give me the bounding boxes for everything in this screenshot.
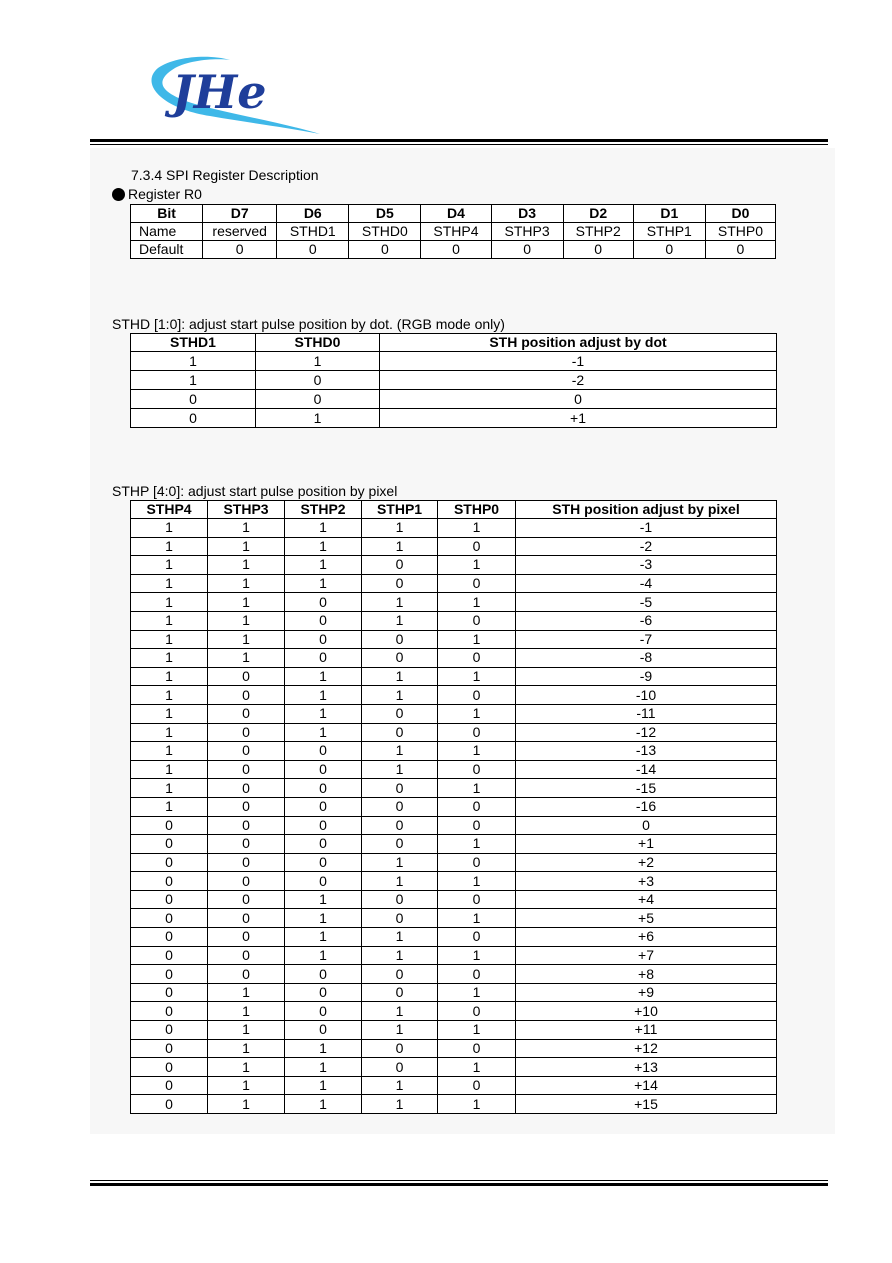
table-row	[131, 909, 777, 928]
table-cell: 1	[438, 667, 516, 686]
table-cell: 1	[438, 983, 516, 1002]
table-cell: 0	[438, 611, 516, 630]
table-cell: 0	[285, 649, 362, 668]
table-cell: 1	[208, 611, 285, 630]
table-row	[131, 816, 777, 835]
table-cell: +4	[516, 890, 777, 909]
table-cell: 1	[285, 519, 362, 538]
table-cell: 0	[421, 241, 491, 259]
table-cell: +9	[516, 983, 777, 1002]
table-cell: 0	[131, 390, 256, 409]
table-cell: 0	[131, 835, 208, 854]
header-cell: STHD1	[131, 334, 256, 352]
table-cell: 1	[131, 611, 208, 630]
table-cell: 0	[438, 1076, 516, 1095]
table-cell: 0	[208, 872, 285, 891]
table-cell: 0	[208, 835, 285, 854]
table-cell: Default	[131, 241, 203, 259]
table-cell: 1	[285, 686, 362, 705]
table-cell: 0	[131, 965, 208, 984]
table-row	[131, 1002, 777, 1021]
table-cell: +1	[516, 835, 777, 854]
table-cell: +10	[516, 1002, 777, 1021]
table-cell: 0	[285, 853, 362, 872]
header-cell: D5	[349, 205, 421, 223]
table-cell: -3	[516, 556, 777, 575]
table-cell: 0	[285, 872, 362, 891]
table-row	[131, 1058, 777, 1077]
table-cell: +3	[516, 872, 777, 891]
table-cell: 0	[285, 779, 362, 798]
table-cell: 0	[131, 1058, 208, 1077]
header-cell: STH position adjust by dot	[380, 334, 777, 352]
table-header-row	[131, 205, 776, 223]
table-cell: 0	[208, 742, 285, 761]
header-cell: STHP1	[362, 501, 438, 519]
table-cell: 1	[256, 352, 380, 371]
table-cell: 0	[362, 574, 438, 593]
table-row	[131, 667, 777, 686]
table-cell: 0	[362, 649, 438, 668]
table-cell: 1	[208, 1058, 285, 1077]
table-cell: -2	[380, 371, 777, 390]
table-cell: 0	[438, 1039, 516, 1058]
table-cell: 1	[131, 371, 256, 390]
table-cell: 1	[438, 1021, 516, 1040]
table-cell: 1	[438, 909, 516, 928]
table-cell: 0	[516, 816, 777, 835]
header-cell: Bit	[131, 205, 203, 223]
table-cell: 0	[208, 760, 285, 779]
table-cell: 0	[285, 1002, 362, 1021]
table-cell: 1	[362, 928, 438, 947]
table-cell: 0	[208, 686, 285, 705]
table-row	[131, 409, 777, 428]
table-cell: 1	[131, 537, 208, 556]
table-cell: -16	[516, 797, 777, 816]
table-cell: +14	[516, 1076, 777, 1095]
table-row	[131, 872, 777, 891]
table-cell: 1	[438, 742, 516, 761]
table-cell: reserved	[203, 223, 277, 241]
table-cell: 1	[285, 890, 362, 909]
table-cell: -12	[516, 723, 777, 742]
table-cell: 1	[362, 1002, 438, 1021]
table-cell: +13	[516, 1058, 777, 1077]
table-row	[131, 241, 776, 259]
table-cell: 1	[362, 872, 438, 891]
table-cell: -1	[380, 352, 777, 371]
header-cell: D2	[563, 205, 633, 223]
table-cell: 1	[285, 537, 362, 556]
table-cell: +6	[516, 928, 777, 947]
table-cell: 1	[208, 519, 285, 538]
table-cell: 1	[438, 556, 516, 575]
table-cell: -6	[516, 611, 777, 630]
table-cell: STHP1	[633, 223, 705, 241]
table-row	[131, 760, 777, 779]
table-cell: 1	[208, 593, 285, 612]
table-cell: 1	[362, 519, 438, 538]
table-cell: +8	[516, 965, 777, 984]
table-cell: 0	[349, 241, 421, 259]
register-heading	[112, 186, 202, 202]
table-row	[131, 686, 777, 705]
header-cell: STHP4	[131, 501, 208, 519]
table-cell: 0	[362, 890, 438, 909]
table-cell: STHP0	[705, 223, 775, 241]
table-cell: 0	[131, 909, 208, 928]
table-row	[131, 983, 777, 1002]
table-cell: 1	[438, 779, 516, 798]
table-row	[131, 797, 777, 816]
table-cell: -15	[516, 779, 777, 798]
table-cell: 1	[208, 1002, 285, 1021]
table-cell: 0	[438, 686, 516, 705]
table-row	[131, 352, 777, 371]
table-cell: 0	[362, 704, 438, 723]
sthp-description: STHP [4:0]: adjust start pulse position by pixel	[112, 483, 398, 499]
table-cell: -2	[516, 537, 777, 556]
table-cell: 0	[285, 797, 362, 816]
table-cell: 0	[208, 723, 285, 742]
table-cell: 1	[438, 1058, 516, 1077]
table-cell: 0	[362, 797, 438, 816]
table-cell: 1	[208, 1039, 285, 1058]
company-logo	[140, 38, 340, 138]
table-row	[131, 723, 777, 742]
table-cell: 0	[208, 890, 285, 909]
header-cell: D4	[421, 205, 491, 223]
table-row	[131, 742, 777, 761]
table-row	[131, 556, 777, 575]
table-cell: +11	[516, 1021, 777, 1040]
table-cell: +12	[516, 1039, 777, 1058]
table-cell: 1	[208, 574, 285, 593]
table-cell: 0	[208, 928, 285, 947]
header-cell: D0	[705, 205, 775, 223]
table-row	[131, 593, 777, 612]
table-cell: 0	[362, 630, 438, 649]
table-cell: 1	[362, 742, 438, 761]
table-cell: 0	[362, 723, 438, 742]
table-cell: 1	[438, 519, 516, 538]
table-cell: 1	[362, 853, 438, 872]
table-row	[131, 946, 777, 965]
table-cell: 0	[131, 1039, 208, 1058]
table-cell: 0	[438, 797, 516, 816]
header-cell: D7	[203, 205, 277, 223]
table-cell: 1	[438, 946, 516, 965]
table-cell: 1	[131, 686, 208, 705]
table-row	[131, 1021, 777, 1040]
table-cell: 1	[285, 667, 362, 686]
table-cell: 0	[285, 611, 362, 630]
sthd-description: STHD [1:0]: adjust start pulse position by dot. (RGB mode only)	[112, 316, 505, 332]
table-cell: 1	[131, 593, 208, 612]
table-cell: 0	[256, 371, 380, 390]
table-cell: 0	[208, 704, 285, 723]
table-cell: 1	[362, 667, 438, 686]
table-cell: 0	[438, 574, 516, 593]
table-cell: 1	[131, 797, 208, 816]
table-cell: 0	[131, 409, 256, 428]
table-cell: 1	[208, 556, 285, 575]
table-cell: -9	[516, 667, 777, 686]
table-cell: 0	[438, 853, 516, 872]
sthp-table	[130, 500, 777, 1114]
table-cell: 1	[208, 1021, 285, 1040]
table-cell: 0	[362, 1039, 438, 1058]
table-cell: 0	[285, 983, 362, 1002]
table-cell: 0	[131, 816, 208, 835]
table-cell: STHP3	[491, 223, 563, 241]
table-cell: 0	[362, 816, 438, 835]
table-cell: 0	[208, 853, 285, 872]
table-cell: 0	[438, 649, 516, 668]
table-cell: 1	[131, 760, 208, 779]
table-cell: 0	[438, 928, 516, 947]
table-cell: 1	[131, 667, 208, 686]
table-cell: 0	[362, 965, 438, 984]
register-heading-text: Register R0	[128, 186, 202, 202]
table-cell: 0	[438, 890, 516, 909]
table-row	[131, 223, 776, 241]
table-cell: +2	[516, 853, 777, 872]
table-row	[131, 779, 777, 798]
register-r0-table	[130, 204, 776, 259]
table-row	[131, 537, 777, 556]
header-cell: STH position adjust by pixel	[516, 501, 777, 519]
table-row	[131, 519, 777, 538]
table-cell: 1	[256, 409, 380, 428]
table-cell: 0	[362, 835, 438, 854]
table-row	[131, 390, 777, 409]
footer-rule	[90, 1183, 828, 1186]
table-cell: 0	[285, 965, 362, 984]
table-header-row	[131, 501, 777, 519]
header-cell: STHP0	[438, 501, 516, 519]
logo-graphic	[140, 38, 340, 138]
table-cell: 1	[285, 723, 362, 742]
table-cell: 0	[203, 241, 277, 259]
table-cell: 0	[491, 241, 563, 259]
sthd-table	[130, 333, 777, 428]
table-cell: 1	[362, 537, 438, 556]
table-row	[131, 611, 777, 630]
table-cell: 1	[285, 1039, 362, 1058]
table-cell: 1	[438, 1095, 516, 1114]
table-row	[131, 1095, 777, 1114]
table-cell: 0	[438, 816, 516, 835]
table-cell: 0	[285, 742, 362, 761]
table-cell: 1	[438, 630, 516, 649]
table-cell: 0	[362, 1058, 438, 1077]
table-cell: -10	[516, 686, 777, 705]
header-cell: STHP3	[208, 501, 285, 519]
table-cell: 0	[208, 797, 285, 816]
header-rule	[90, 139, 828, 142]
table-cell: 1	[362, 611, 438, 630]
table-cell: 1	[438, 593, 516, 612]
table-cell: 0	[362, 556, 438, 575]
table-cell: 1	[208, 983, 285, 1002]
table-cell: -7	[516, 630, 777, 649]
table-cell: 0	[131, 983, 208, 1002]
table-cell: 1	[362, 760, 438, 779]
table-cell: 1	[208, 649, 285, 668]
table-cell: 0	[285, 1021, 362, 1040]
table-cell: -4	[516, 574, 777, 593]
table-cell: 1	[285, 1058, 362, 1077]
table-cell: 0	[131, 872, 208, 891]
table-cell: +5	[516, 909, 777, 928]
table-cell: 0	[131, 928, 208, 947]
table-cell: 1	[208, 630, 285, 649]
table-cell: 1	[362, 1095, 438, 1114]
table-cell: 0	[131, 1021, 208, 1040]
table-cell: 0	[208, 965, 285, 984]
table-cell: 1	[285, 909, 362, 928]
table-cell: 1	[131, 779, 208, 798]
table-row	[131, 1076, 777, 1095]
table-cell: 0	[362, 909, 438, 928]
table-cell: 0	[285, 760, 362, 779]
table-cell: 1	[285, 574, 362, 593]
table-cell: 1	[131, 742, 208, 761]
table-cell: 0	[285, 835, 362, 854]
table-cell: 0	[705, 241, 775, 259]
bullet-icon	[112, 188, 125, 201]
table-cell: 1	[438, 872, 516, 891]
footer-rule-thin	[90, 1180, 828, 1181]
table-cell: 0	[277, 241, 349, 259]
table-cell: 1	[438, 704, 516, 723]
table-cell: -5	[516, 593, 777, 612]
header-cell: STHP2	[285, 501, 362, 519]
header-rule-thin	[90, 144, 828, 145]
table-header-row	[131, 334, 777, 352]
table-row	[131, 704, 777, 723]
table-cell: 1	[285, 704, 362, 723]
header-cell: D3	[491, 205, 563, 223]
table-cell: 1	[208, 537, 285, 556]
table-cell: STHP4	[421, 223, 491, 241]
table-row	[131, 853, 777, 872]
table-cell: 0	[438, 1002, 516, 1021]
table-row	[131, 649, 777, 668]
table-cell: -1	[516, 519, 777, 538]
table-cell: 0	[438, 965, 516, 984]
table-cell: 1	[285, 928, 362, 947]
table-cell: 0	[208, 816, 285, 835]
table-cell: 0	[362, 779, 438, 798]
header-cell: D1	[633, 205, 705, 223]
section-title: 7.3.4 SPI Register Description	[131, 167, 319, 183]
table-cell: 0	[362, 983, 438, 1002]
table-cell: STHD1	[277, 223, 349, 241]
table-cell: 1	[362, 686, 438, 705]
table-row	[131, 1039, 777, 1058]
table-cell: 0	[563, 241, 633, 259]
table-cell: 0	[208, 946, 285, 965]
table-cell: 1	[285, 1095, 362, 1114]
table-cell: 0	[285, 630, 362, 649]
table-cell: 1	[131, 704, 208, 723]
table-cell: 1	[362, 946, 438, 965]
table-row	[131, 965, 777, 984]
table-cell: 1	[131, 519, 208, 538]
table-cell: 1	[362, 593, 438, 612]
table-cell: 1	[362, 1021, 438, 1040]
table-row	[131, 890, 777, 909]
table-cell: 0	[131, 1002, 208, 1021]
table-cell: 0	[438, 537, 516, 556]
table-cell: 1	[208, 1095, 285, 1114]
header-cell: STHD0	[256, 334, 380, 352]
table-cell: -8	[516, 649, 777, 668]
table-cell: +7	[516, 946, 777, 965]
header-cell: D6	[277, 205, 349, 223]
table-cell: 1	[131, 574, 208, 593]
table-row	[131, 928, 777, 947]
table-cell: 1	[131, 352, 256, 371]
table-cell: 0	[256, 390, 380, 409]
table-cell: 0	[285, 816, 362, 835]
table-cell: STHP2	[563, 223, 633, 241]
table-cell: 0	[285, 593, 362, 612]
table-cell: 1	[131, 723, 208, 742]
table-cell: 0	[208, 909, 285, 928]
table-cell: 0	[131, 1095, 208, 1114]
table-cell: 0	[131, 890, 208, 909]
table-cell: -13	[516, 742, 777, 761]
table-cell: 0	[208, 667, 285, 686]
table-row	[131, 574, 777, 593]
table-row	[131, 371, 777, 390]
table-cell: +15	[516, 1095, 777, 1114]
table-cell: 1	[285, 556, 362, 575]
table-cell: 1	[285, 1076, 362, 1095]
table-cell: 1	[438, 835, 516, 854]
logo-text: JHe	[172, 65, 267, 119]
table-cell: 0	[208, 779, 285, 798]
table-cell: 0	[131, 853, 208, 872]
table-cell: Name	[131, 223, 203, 241]
table-cell: 0	[438, 723, 516, 742]
table-cell: 0	[131, 1076, 208, 1095]
table-cell: 1	[131, 649, 208, 668]
table-cell: 0	[633, 241, 705, 259]
table-cell: STHD0	[349, 223, 421, 241]
table-cell: 1	[208, 1076, 285, 1095]
table-cell: 1	[362, 1076, 438, 1095]
table-cell: 1	[131, 556, 208, 575]
table-cell: -11	[516, 704, 777, 723]
table-row	[131, 835, 777, 854]
table-cell: 0	[380, 390, 777, 409]
table-cell: 0	[131, 946, 208, 965]
table-cell: +1	[380, 409, 777, 428]
table-cell: 0	[438, 760, 516, 779]
table-cell: -14	[516, 760, 777, 779]
table-cell: 1	[131, 630, 208, 649]
table-row	[131, 630, 777, 649]
table-cell: 1	[285, 946, 362, 965]
